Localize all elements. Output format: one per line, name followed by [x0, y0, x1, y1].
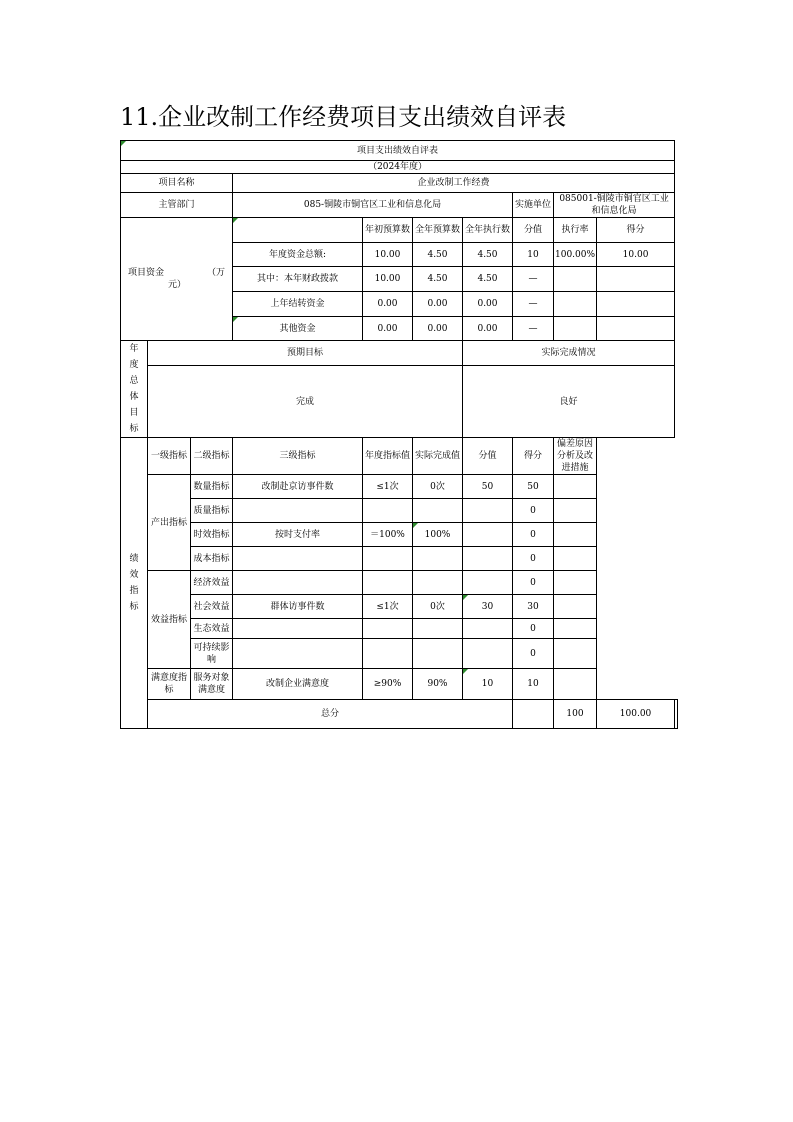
output-indicator-label: 产出指标: [148, 475, 191, 571]
perf-score: 10: [513, 669, 554, 700]
dept-label: 主管部门: [121, 193, 233, 218]
perf-header: 实际完成值: [413, 438, 463, 475]
perf-actual: 90%: [413, 669, 463, 700]
perf-target: ≥90%: [363, 669, 413, 700]
perf-l2: 时效指标: [191, 523, 233, 547]
funds-cell: 0.00: [463, 292, 513, 317]
total-score: 100.00: [597, 700, 675, 729]
perf-reason: [554, 595, 597, 619]
benefit-indicator-label: 效益指标: [148, 571, 191, 669]
perf-actual: 100%: [413, 523, 463, 547]
perf-reason: [554, 619, 597, 639]
perf-score: 0: [513, 499, 554, 523]
perf-l3: 群体访事件数: [233, 595, 363, 619]
perf-score: 0: [513, 639, 554, 669]
perf-target: [363, 619, 413, 639]
perf-target: [363, 639, 413, 669]
perf-l2: 社会效益: [191, 595, 233, 619]
funds-cell: 4.50: [463, 267, 513, 292]
funds-cell: 10.00: [597, 243, 675, 267]
perf-header: 一级指标: [148, 438, 191, 475]
perf-l2: 生态效益: [191, 619, 233, 639]
impl-label: 实施单位: [513, 193, 554, 218]
perf-l3: [233, 499, 363, 523]
funds-cell: 10: [513, 243, 554, 267]
perf-score-value: 10: [463, 669, 513, 700]
perf-actual: [413, 639, 463, 669]
perf-l2: 数量指标: [191, 475, 233, 499]
funds-header: 得分: [597, 218, 675, 243]
perf-header: 二级指标: [191, 438, 233, 475]
impl-value: 085001-铜陵市铜官区工业和信息化局: [554, 193, 675, 218]
perf-l2: 质量指标: [191, 499, 233, 523]
perf-target: ＝100%: [363, 523, 413, 547]
perf-reason: [554, 669, 597, 700]
project-name-value: 企业改制工作经费: [233, 174, 675, 193]
funds-cell: 4.50: [413, 243, 463, 267]
total-score-value: 100: [554, 700, 597, 729]
perf-score: 0: [513, 619, 554, 639]
funds-cell: 0.00: [363, 292, 413, 317]
funds-row-name: 其他资金: [233, 317, 363, 341]
perf-score-value: 30: [463, 595, 513, 619]
page-heading: 11.企业改制工作经费项目支出绩效自评表: [120, 103, 567, 131]
perf-score: 0: [513, 571, 554, 595]
funds-cell: [597, 267, 675, 292]
dept-value: 085-铜陵市铜官区工业和信息化局: [233, 193, 513, 218]
perf-score: 50: [513, 475, 554, 499]
total-label: 总分: [148, 700, 513, 729]
perf-l2: 经济效益: [191, 571, 233, 595]
perf-label: 绩 效 指 标: [121, 438, 148, 729]
table-year: （2024年度）: [121, 161, 675, 174]
funds-cell: —: [513, 267, 554, 292]
actual-goal-value: 良好: [463, 366, 675, 438]
funds-cell: 0.00: [463, 317, 513, 341]
expected-goal-label: 预期目标: [148, 341, 463, 366]
perf-l3: 改制企业满意度: [233, 669, 363, 700]
funds-cell: [554, 267, 597, 292]
perf-score-value: [463, 639, 513, 669]
perf-target: [363, 547, 413, 571]
perf-actual: [413, 571, 463, 595]
funds-cell: [597, 292, 675, 317]
table-title: 项目支出绩效自评表: [121, 141, 675, 161]
perf-header: 得分: [513, 438, 554, 475]
funds-cell: 10.00: [363, 267, 413, 292]
perf-score-value: [463, 571, 513, 595]
funds-header: 分值: [513, 218, 554, 243]
perf-l2: 可持续影响: [191, 639, 233, 669]
perf-target: [363, 499, 413, 523]
funds-header: 年初预算数: [363, 218, 413, 243]
perf-reason: [554, 523, 597, 547]
perf-l3: 改制赴京访事件数: [233, 475, 363, 499]
perf-header: 偏差原因分析及改进措施: [554, 438, 597, 475]
perf-target: [363, 571, 413, 595]
perf-l3: 按时支付率: [233, 523, 363, 547]
perf-score: 0: [513, 547, 554, 571]
funds-cell: [554, 292, 597, 317]
perf-reason: [554, 547, 597, 571]
funds-row-name: 上年结转资金: [233, 292, 363, 317]
funds-row-name: 年度资金总额:: [233, 243, 363, 267]
perf-score-value: [463, 523, 513, 547]
total-reason: [675, 700, 678, 729]
funds-cell: 0.00: [413, 317, 463, 341]
perf-score-value: [463, 499, 513, 523]
perf-l2: 成本指标: [191, 547, 233, 571]
funds-cell: —: [513, 292, 554, 317]
satisfaction-indicator-label: 满意度指标: [148, 669, 191, 700]
perf-score: 0: [513, 523, 554, 547]
project-name-label: 项目名称: [121, 174, 233, 193]
funds-cell: [597, 317, 675, 341]
funds-cell: 4.50: [413, 267, 463, 292]
perf-actual: [413, 499, 463, 523]
perf-header: 年度指标值: [363, 438, 413, 475]
funds-cell: 10.00: [363, 243, 413, 267]
perf-reason: [554, 639, 597, 669]
perf-l2: 服务对象满意度: [191, 669, 233, 700]
funds-header: 执行率: [554, 218, 597, 243]
perf-l3: [233, 547, 363, 571]
funds-header-blank: [233, 218, 363, 243]
perf-header: 分值: [463, 438, 513, 475]
performance-table: [120, 140, 678, 729]
funds-cell: —: [513, 317, 554, 341]
perf-target: ≤1次: [363, 475, 413, 499]
perf-header: 三级指标: [233, 438, 363, 475]
perf-l3: [233, 619, 363, 639]
perf-reason: [554, 499, 597, 523]
funds-cell: 4.50: [463, 243, 513, 267]
total-blank: [513, 700, 554, 729]
funds-cell: 0.00: [363, 317, 413, 341]
perf-reason: [554, 571, 597, 595]
perf-target: ≤1次: [363, 595, 413, 619]
funds-row-name: 其中：本年财政拨款: [233, 267, 363, 292]
funds-header: 全年执行数: [463, 218, 513, 243]
perf-actual: [413, 547, 463, 571]
funds-header: 全年预算数: [413, 218, 463, 243]
funds-label: 项目资金 （万 元）: [121, 218, 233, 341]
perf-score: 30: [513, 595, 554, 619]
perf-actual: 0次: [413, 475, 463, 499]
perf-score-value: [463, 547, 513, 571]
funds-cell: 0.00: [413, 292, 463, 317]
perf-actual: 0次: [413, 595, 463, 619]
perf-l3: [233, 639, 363, 669]
goals-label: 年 度 总 体 目 标: [121, 341, 148, 438]
funds-cell: [554, 317, 597, 341]
perf-score-value: [463, 619, 513, 639]
perf-score-value: 50: [463, 475, 513, 499]
actual-goal-label: 实际完成情况: [463, 341, 675, 366]
perf-reason: [554, 475, 597, 499]
funds-cell: 100.00%: [554, 243, 597, 267]
perf-actual: [413, 619, 463, 639]
expected-goal-value: 完成: [148, 366, 463, 438]
perf-l3: [233, 571, 363, 595]
